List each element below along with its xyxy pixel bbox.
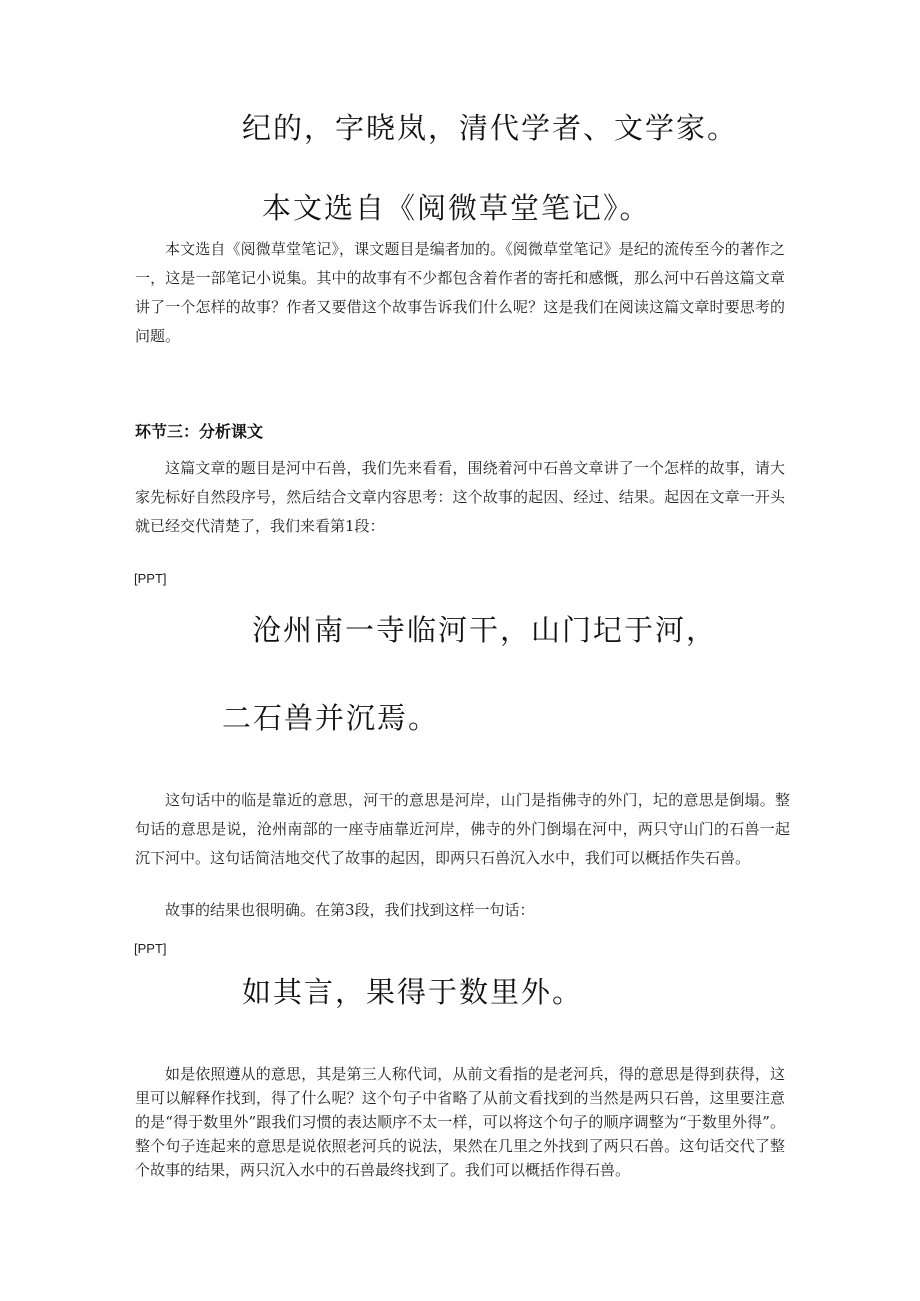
quote-ji-yun-intro: 纪的，字晓岚，清代学者、文学家。 — [242, 111, 739, 145]
quote-third-paragraph: 如其言，果得于数里外。 — [242, 975, 584, 1009]
ppt-tag: [PPT] — [134, 571, 167, 586]
quote-source-book: 本文选自《阅微草堂笔记》。 — [262, 191, 651, 225]
paragraph-book-intro: 本文选自《阅微草堂笔记》，课文题目是编者加的。《阅微草堂笔记》是纪的流传至今的著作之一，这是一部笔记小说集。其中的故事有不少都包含着作者的寄托和感慨，那么河中石兽这篇文章讲了一个怎样的故事？作者又要借这个故事告诉我们什么呢？这是我们在阅读这篇文章时要思考的问题。 — [135, 240, 785, 345]
section-heading: 环节三：分析课文 — [135, 424, 264, 441]
ppt-tag: [PPT] — [134, 941, 167, 956]
paragraph-story-question: 这篇文章的题目是河中石兽，我们先来看看，围绕着河中石兽文章讲了一个怎样的故事，请大家先标好自然段序号，然后结合文章内容思考：这个故事的起因、经过、结果。起因在文章一开头就已经交代清楚了，我们来看第1段： — [135, 459, 785, 535]
quote-first-paragraph-line1: 沧州南一寺临河干，山门圮于河， — [252, 613, 718, 647]
paragraph-result-intro: 故事的结果也很明确。在第3段，我们找到这样一句话： — [165, 901, 535, 919]
quote-first-paragraph-line2: 二石兽并沉焉。 — [222, 701, 440, 735]
paragraph-cause-explanation: 这句话中的临是靠近的意思，河干的意思是河岸，山门是指佛寺的外门，圮的意思是倒塌。整句话的意思是说，沧州南部的一座寺庙靠近河岸，佛寺的外门倒塌在河中，两只守山门的石兽一起沉下河中。这句话简洁地交代了故事的起因，即两只石兽沉入水中，我们可以概括作失石兽。 — [135, 791, 790, 867]
paragraph-result-explanation: 如是依照遵从的意思，其是第三人称代词，从前文看指的是老河兵，得的意思是得到获得，这里可以解释作找到，得了什么呢？这个句子中省略了从前文看找到的当然是两只石兽，这里要注意的是“得于数里外”跟我们习惯的表达顺序不太一样，可以将这个句子的顺序调整为“于数里外得”。整个句子连起来的意思是说依照老河兵的说法，果然在几里之外找到了两只石兽。这句话交代了整个故事的结果，两只沉入水中的石兽最终找到了。我们可以概括作得石兽。 — [135, 1065, 785, 1179]
